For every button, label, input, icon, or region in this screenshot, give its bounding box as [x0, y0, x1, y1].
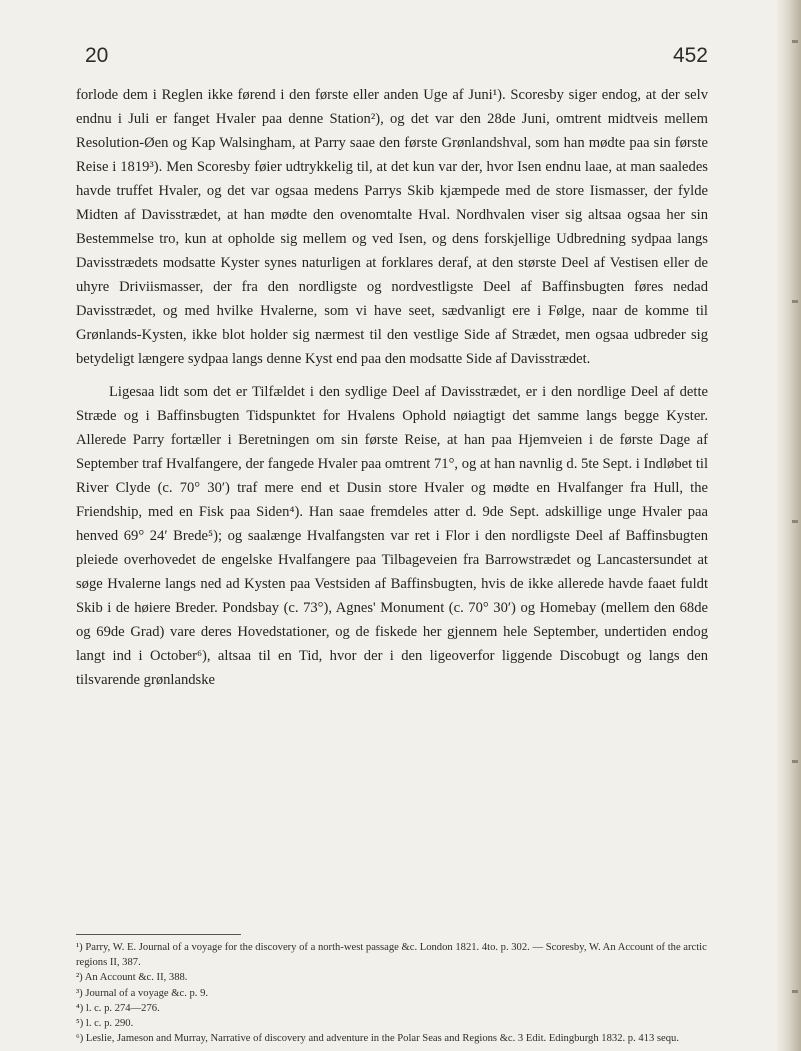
page-edge-shadow: [777, 0, 801, 1051]
footnote: ²) An Account &c. II, 388.: [76, 972, 188, 984]
page-number: 20: [85, 44, 109, 67]
page-header: [76, 44, 708, 74]
page-folio: 452: [672, 44, 708, 67]
footnote: ⁵) l. c. p. 290.: [76, 1018, 134, 1030]
paragraph: forlode dem i Reglen ikke førend i den første eller anden Uge af Juni¹). Scoresby siger endog, at der selv endnu i Juli er fanget Hvaler paa denne Station²), og det var den 28de Juni, omtrent midtveis mellem Resolution-Øen og Kap Walsingham, at Parry saae den første Grønlandshval, som han mødte paa sin første Reise i 1819³). Men Scoresby føier udtrykkelig til, at det kun var der, hvor Isen endnu laae, at man saaledes havde truffet Hvaler, og det var ogsaa medens Parrys Skib kjæmpede med de store Iismasser, der fylde Midten af Davisstrædet, at han mødte den ovenomtalte Hval. Nordhvalen viser sig altsaa ogsaa her sin Bestemmelse tro, kun at opholde sig mellem og ved Isen, og dens forskjellige Udbredning sydpaa langs Davisstrædets modsatte Kyster synes naturligen at forklares deraf, at den største Deel af Vestisen eller de uhyre Driviismasser, der fra den nordligste og nordvestligste Deel af Baffinsbugten føres nedad Davisstrædet, og med hvilke Hvalerne, som vi have seet, sædvanligt ere i Følge, naar de komme til Grønlands-Kysten, ikke blot holder sig nærmest til den vestlige Side af Strædet, men ogsaa udbreder sig betydeligt længere sydpaa langs denne Kyst end paa den modsatte Side af Davisstrædet.: [76, 87, 708, 367]
footnote: ⁴) l. c. p. 274—276.: [76, 1002, 160, 1014]
footnote-rule: [76, 934, 241, 935]
paragraph: Ligesaa lidt som det er Tilfældet i den sydlige Deel af Davisstrædet, er i den nordlige Deel af dette Stræde og i Baffinsbugten Tidspunktet for Hvalens Ophold nøiagtigt det samme langs begge Kyster. Allerede Parry fortæller i Beretningen om sin første Reise, at han paa Hjemveien i de første Dage af September traf Hvalfangere, der fangede Hvaler paa omtrent 71°, og at han navnlig d. 5te Sept. i Indløbet til River Clyde (c. 70° 30′) traf mere end et Dusin store Hvaler og mødte en Hvalfanger fra Hull, the Friendship, med en Fisk paa Siden⁴). Han saae fremdeles atter d. 9de Sept. adskillige unge Hvaler paa henved 69° 24′ Brede⁵); og saalænge Hvalfangsten var ret i Flor i den nordligste Deel af Baffinsbugten pleiede overhovedet de engelske Hvalfangere paa Tilbageveien fra Barrowstrædet og Lancastersundet at søge Hvalerne langs ned ad Kysten paa Vestsiden af Baffinsbugten, hvis de ikke allerede havde faaet fuldt Skib i de høiere Breder. Pondsbay (c. 73°), Agnes' Monument (c. 70° 30′) og Homebay (mellem den 68de og 69de Grad) vare deres Hovedstationer, og de fiskede her gjennem hele September, undertiden endog langt ind i October⁶), altsaa til en Tid, hvor der i den ligeoverfor liggende Discobugt og langs den tilsvarende grønlandske: [76, 384, 708, 688]
body-text: [76, 83, 708, 692]
footnotes: [76, 940, 708, 1046]
footnote: ¹) Parry, W. E. Journal of a voyage for the discovery of a north-west passage &c. London 1821. 4to. p. 302. — Scoresby, W. An Account of the arctic regions II, 387.: [76, 942, 707, 969]
footnote: ⁶) Leslie, Jameson and Murray, Narrative of discovery and adventure in the Polar Seas and Regions &c. 3 Edit. Edingburgh 1832. p. 413 sequ.: [76, 1033, 679, 1045]
footnote: ³) Journal of a voyage &c. p. 9.: [76, 987, 209, 999]
